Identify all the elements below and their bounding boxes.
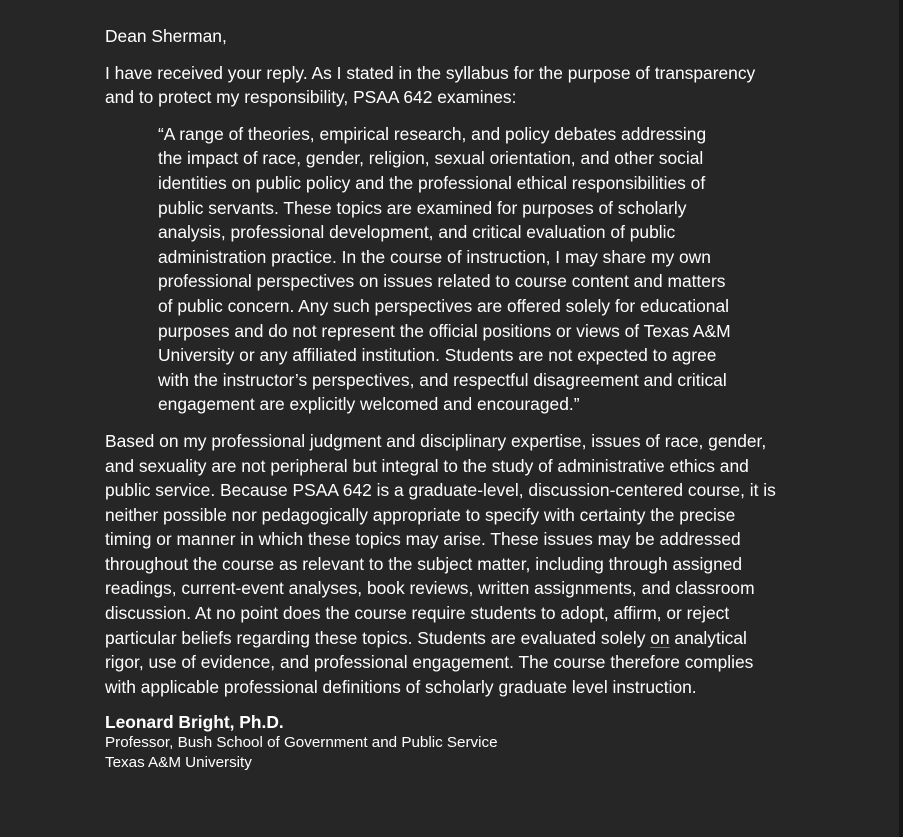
quote-line: University or any affiliated institution. Students are not expected to agree — [158, 345, 717, 366]
intro-paragraph — [105, 61, 805, 110]
quote-line: professional perspectives on issues related to course content and matters — [158, 271, 726, 292]
body-line: public service. Because PSAA 642 is a graduate-level, discussion-centered course, it is — [105, 480, 776, 501]
body-line: readings, current-event analyses, book reviews, written assignments, and classroom — [105, 578, 755, 599]
body-line — [105, 626, 805, 651]
quote-line: with the instructor’s perspectives, and respectful disagreement and critical — [158, 369, 727, 390]
body-line: rigor, use of evidence, and professional engagement. The course therefore complies — [105, 652, 754, 673]
quote-line: purposes and do not represent the official positions or views of Texas A&M — [158, 320, 731, 341]
signature-institution: Texas A&M University — [105, 754, 252, 772]
body-line: with applicable professional definitions of scholarly graduate level instruction. — [105, 676, 697, 697]
quote-line: the impact of race, gender, religion, sexual orientation, and other social — [158, 148, 704, 169]
quote-line: identities on public policy and the professional ethical responsibilities of — [158, 172, 706, 193]
body-line: neither possible nor pedagogically appropriate to specify with certainty the precise — [105, 504, 736, 525]
syllabus-quote — [158, 122, 805, 417]
intro-line: I have received your reply. As I stated in the syllabus for the purpose of transparency — [105, 62, 756, 83]
body-line: throughout the course as relevant to the subject matter, including through assigned — [105, 553, 743, 574]
body-line-part: analytical — [669, 627, 747, 648]
intro-line: and to protect my responsibility, PSAA 642 examines: — [105, 87, 517, 108]
signature-block — [105, 711, 805, 773]
signature-title: Professor, Bush School of Government and Public Service — [105, 734, 498, 752]
quote-line: “A range of theories, empirical research, and policy debates addressing — [158, 123, 707, 144]
body-line: discussion. At no point does the course require students to adopt, affirm, or reject — [105, 603, 730, 624]
quote-line: public servants. These topics are examined for purposes of scholarly — [158, 197, 687, 218]
argument-paragraph — [105, 429, 805, 700]
body-line: and sexuality are not peripheral but integral to the study of administrative ethics and — [105, 455, 749, 476]
spellcheck-underlined-word[interactable]: on — [650, 627, 670, 648]
quote-line: administration practice. In the course of instruction, I may share my own — [158, 246, 711, 267]
signature-name: Leonard Bright, Ph.D. — [105, 712, 284, 733]
body-line: timing or manner in which these topics may arise. These issues may be addressed — [105, 529, 741, 550]
quote-line: engagement are explicitly welcomed and encouraged.” — [158, 394, 580, 415]
body-line: Based on my professional judgment and disciplinary expertise, issues of race, gender, — [105, 430, 767, 451]
body-line-part: particular beliefs regarding these topics. Students are evaluated solely — [105, 627, 651, 648]
quote-line: analysis, professional development, and critical evaluation of public — [158, 222, 676, 243]
email-body — [105, 24, 805, 773]
window-right-edge — [899, 0, 903, 837]
greeting: Dean Sherman, — [105, 26, 227, 46]
quote-line: of public concern. Any such perspectives are offered solely for educational — [158, 295, 730, 316]
